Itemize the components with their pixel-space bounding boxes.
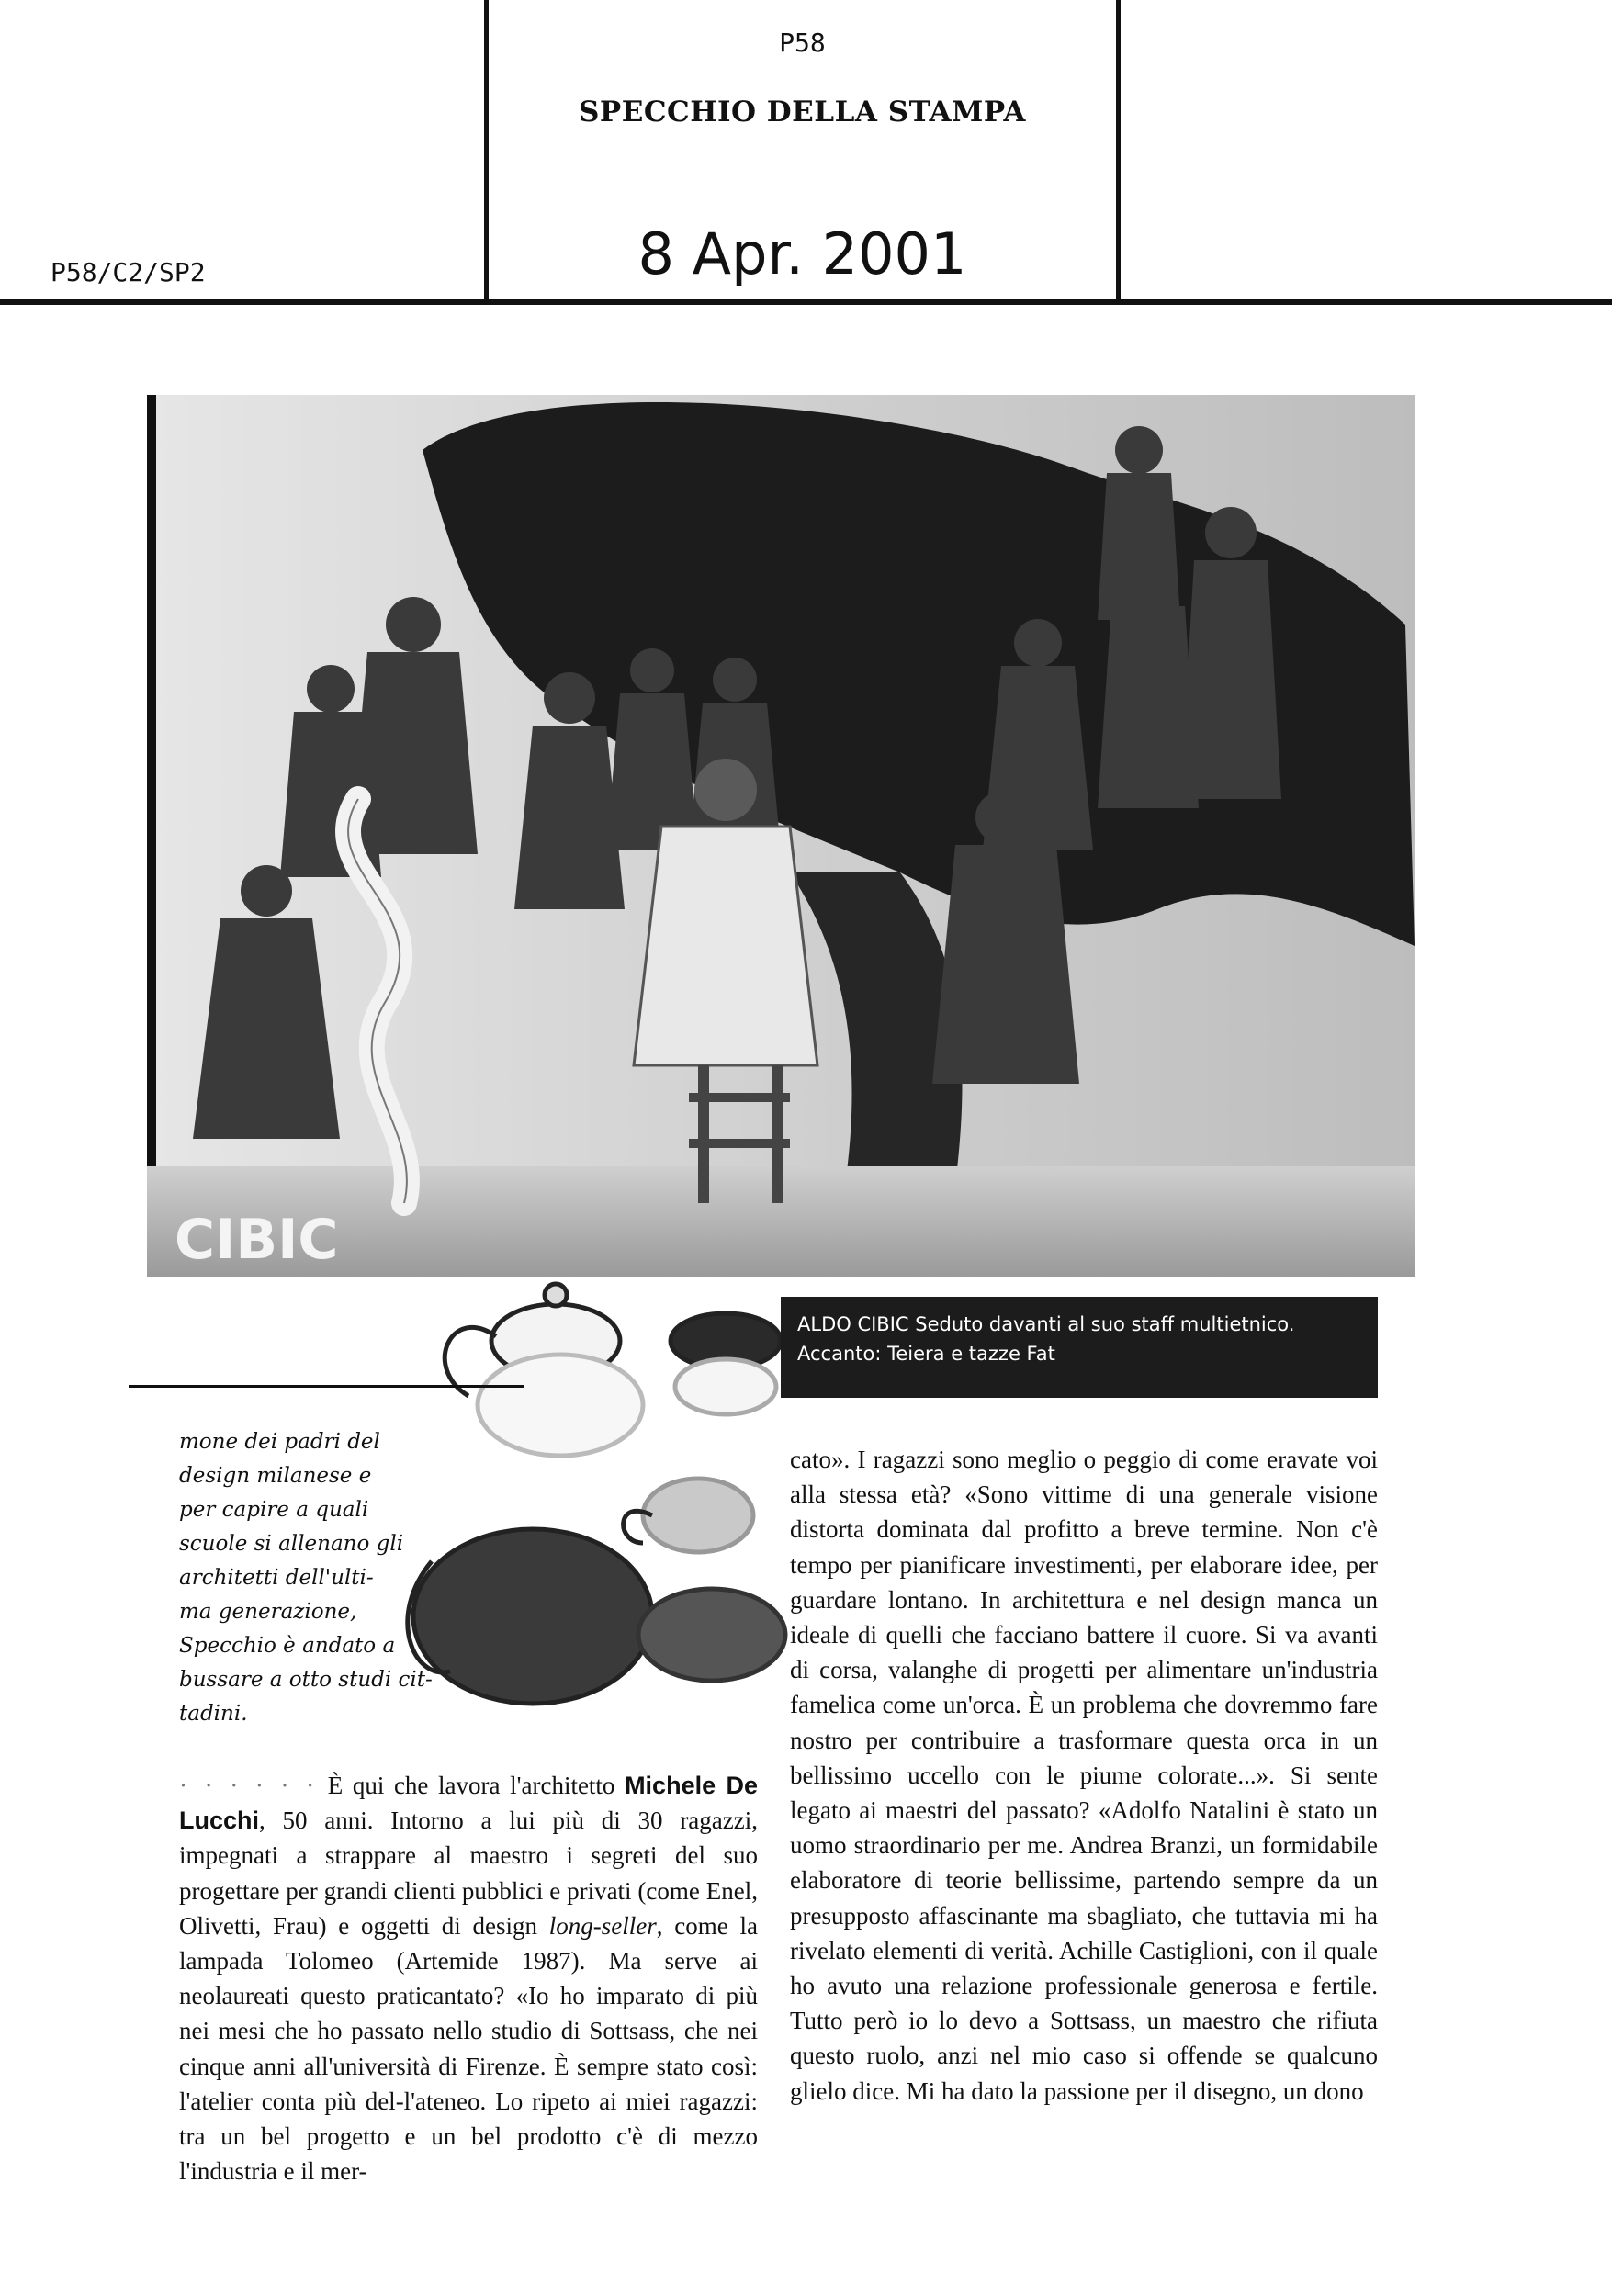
body-column-left bbox=[179, 1768, 758, 2189]
intro-line: per capire a quali bbox=[179, 1498, 369, 1522]
intro-line: bussare a otto studi cit- bbox=[179, 1668, 433, 1692]
intro-line: Specchio è andato a bbox=[179, 1634, 396, 1658]
section-rule bbox=[129, 1385, 524, 1388]
publication-title: SPECCHIO DELLA STAMPA bbox=[579, 96, 1026, 129]
intro-line: ma generazione, bbox=[179, 1600, 357, 1624]
header-rule bbox=[0, 299, 1612, 305]
body-column-right: cato». I ragazzi sono meglio o peggio di come eravate voi alla stessa età? «Sono vittime di una generale visione distorta dominata dal profitto a breve termine. Non c'è tempo per pianificare investimenti, per elaborare idee, per guardare lontano. In architettura e nel design manca un ideale di quelli che facciano battere il cuore. Si va avanti di corsa, valanghe di progetti per alimentare un'industria famelica come un'orca. È un problema che dovremmo fare nostro per contribuire a trasformare questa orca in un bellissimo uccello con le piume colorate...». Si sente legato ai maestri del passato? «Adolfo Natalini è stato un uomo straordinario per me. Andrea Branzi, un formidabile elaboratore di teorie bellissime, partendo sempre da un presupposto affascinante ma sbagliato, che tuttavia mi ha rivelato elementi di verità. Achille Castiglioni, con il quale ho avuto una relazione professionale generosa e fertile. Tutto però io lo devo a Sottsass, un maestro che rifiuta questo ruolo, anzi nel mio caso si offende se qualcuno glielo dice. Mi ha dato la passione per il disegno, un dono bbox=[790, 1446, 1378, 2105]
photo-watermark: CIBIC bbox=[175, 1208, 339, 1272]
italic-term: long-seller bbox=[548, 1911, 657, 1940]
intro-text bbox=[179, 1425, 455, 1731]
caption-line-1: ALDO CIBIC Seduto davanti al suo staff multietnico. bbox=[797, 1313, 1295, 1335]
intro-line: architetti dell'ulti- bbox=[179, 1566, 374, 1590]
body-text: , 50 anni. Intorno a lui più di 30 ragazzi, impegnati a strappare al maestro i segreti del suo progettare per grandi clienti pubblici e privati (come Enel, Olivetti, Frau) e oggetti di design bbox=[179, 1806, 758, 1940]
clipping-date: 8 Apr. 2001 bbox=[637, 220, 967, 287]
body-text: È qui che lavora l'architetto bbox=[327, 1772, 615, 1799]
group-photo bbox=[147, 395, 1415, 1277]
intro-line: scuole si allenano gli bbox=[179, 1532, 404, 1556]
lead-dots: · · · · · · bbox=[179, 1772, 319, 1799]
photo-caption bbox=[781, 1297, 1378, 1398]
architect-name: Michele De Lucchi bbox=[179, 1772, 758, 1835]
clip-code: P58/C2/SP2 bbox=[51, 257, 206, 287]
header-divider-right bbox=[1116, 0, 1121, 303]
body-text: , come la lampada Tolomeo (Artemide 1987). Ma serve ai neolaureati questo praticantato? «Io ho imparato di più nei mesi che ho passato nello studio di Sottsass, che nei cinque anni all'università di Firenze. È sempre stato così: l'atelier conta più del-l'ateneo. Lo ripeto ai miei ragazzi: tra un bel progetto e un bel prodotto c'è di mezzo l'industria e il mer- bbox=[179, 1911, 758, 2186]
caption-line-2: Accanto: Teiera e tazze Fat bbox=[797, 1343, 1055, 1365]
intro-line: design milanese e bbox=[179, 1464, 372, 1488]
intro-line: mone dei padri del bbox=[179, 1430, 380, 1454]
intro-line: tadini. bbox=[179, 1702, 248, 1726]
page-code: P58 bbox=[779, 28, 826, 58]
